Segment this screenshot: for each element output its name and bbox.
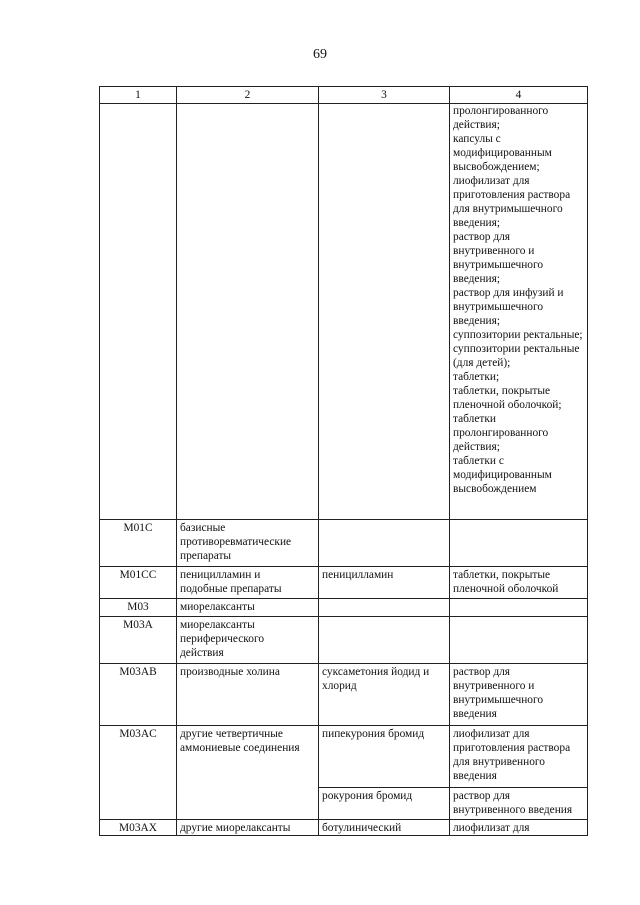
atc-code-cell: M03 [100, 599, 177, 617]
cell-line: базисные [180, 522, 226, 534]
table-row-m03 [100, 599, 588, 617]
column-header-4: 4 [450, 87, 588, 104]
table-header-row [100, 87, 588, 104]
atc-code-cell: M01C [100, 520, 177, 567]
cell-line: для внутривенного [453, 756, 545, 768]
cell-line: пленочной оболочкой; [453, 399, 562, 411]
cell-line: противоревматические [180, 536, 292, 548]
cell-line: действия; [453, 119, 500, 131]
cell-line: приготовления раствора [453, 742, 571, 754]
cell-line: раствор для [453, 231, 511, 243]
cell-line: таблетки с [453, 455, 504, 467]
dosage-forms-cell [450, 520, 588, 567]
cell-line: раствор для [453, 666, 511, 678]
group-cell [177, 726, 319, 820]
page-number: 69 [313, 47, 327, 62]
dosage-forms-cell [450, 599, 588, 617]
drug-cell [319, 617, 450, 664]
table-row-continuation [100, 104, 588, 520]
column-header-2: 2 [177, 87, 319, 104]
cell-line: препараты [180, 550, 232, 562]
cell-line: ботулинический [322, 822, 402, 834]
table-row-m03ac [100, 726, 588, 788]
drug-cell [319, 104, 450, 520]
cell-line: периферического [180, 633, 265, 645]
drug-cell [319, 664, 450, 726]
cell-line: раствор для [453, 790, 511, 802]
atc-code-cell: M03AC [100, 726, 177, 820]
group-cell [177, 820, 319, 836]
group-cell [177, 520, 319, 567]
cell-line: модифицированным [453, 147, 552, 159]
drug-cell [319, 788, 450, 820]
cell-line: высвобождением; [453, 161, 540, 173]
cell-line: действия; [453, 441, 500, 453]
cell-line: лиофилизат для [453, 175, 530, 187]
dosage-forms-cell [450, 664, 588, 726]
cell-line: хлорид [322, 680, 357, 692]
cell-line: введения [453, 770, 497, 782]
cell-line: рокурония бромид [322, 790, 413, 802]
cell-line: лиофилизат для [453, 822, 530, 834]
dosage-forms-cell [450, 788, 588, 820]
cell-line: высвобождением [453, 483, 537, 495]
drug-cell [319, 599, 450, 617]
cell-line: внутримышечного [453, 694, 544, 706]
cell-line: пеницилламин и [180, 569, 261, 581]
dosage-forms-cell [450, 726, 588, 788]
cell-line: лиофилизат для [453, 728, 530, 740]
cell-line: таблетки [453, 413, 497, 425]
cell-line: миорелаксанты [180, 619, 255, 631]
cell-line: миорелаксанты [180, 601, 255, 613]
atc-code-cell: M01CC [100, 567, 177, 599]
group-cell [177, 617, 319, 664]
cell-line: приготовления раствора [453, 189, 571, 201]
cell-line: введения; [453, 217, 501, 229]
cell-line: модифицированным [453, 469, 552, 481]
cell-line: таблетки; [453, 371, 500, 383]
column-header-1: 1 [100, 87, 177, 104]
table-row-m03ab [100, 664, 588, 726]
table-row-m01c [100, 520, 588, 567]
cell-line: таблетки, покрытые [453, 569, 551, 581]
cell-line: аммониевые соединения [180, 742, 300, 754]
dosage-forms-cell [450, 104, 588, 520]
cell-line: введения; [453, 273, 501, 285]
table-row-m03a [100, 617, 588, 664]
atc-code-cell: M03AB [100, 664, 177, 726]
drug-cell [319, 567, 450, 599]
atc-code-cell: M03A [100, 617, 177, 664]
table-row-m03ax [100, 820, 588, 836]
cell-line: таблетки, покрытые [453, 385, 551, 397]
table-row-m01cc [100, 567, 588, 599]
cell-line: суппозитории ректальные [453, 343, 580, 355]
drug-cell [319, 726, 450, 788]
group-cell [177, 599, 319, 617]
cell-line: суксаметония йодид и [322, 666, 430, 678]
cell-line: внутримышечного [453, 301, 544, 313]
drug-cell [319, 520, 450, 567]
drug-table [99, 86, 588, 836]
cell-line: производные холина [180, 666, 280, 678]
cell-line: суппозитории ректальные; [453, 329, 583, 341]
cell-line: (для детей); [453, 357, 511, 369]
cell-line: подобные препараты [180, 583, 282, 595]
group-cell [177, 567, 319, 599]
cell-line: внутримышечного [453, 259, 544, 271]
group-cell [177, 104, 319, 520]
cell-line: действия [180, 647, 224, 659]
cell-line: капсулы с [453, 133, 501, 145]
cell-line: внутривенного введения [453, 804, 573, 816]
cell-line: пеницилламин [322, 569, 394, 581]
cell-line: для внутримышечного [453, 203, 563, 215]
dosage-forms-cell [450, 567, 588, 599]
cell-line: введения [453, 708, 497, 720]
atc-code-cell: M03AX [100, 820, 177, 836]
dosage-forms-cell [450, 617, 588, 664]
dosage-forms-cell [450, 820, 588, 836]
cell-line: другие четвертичные [180, 728, 283, 740]
drug-cell [319, 820, 450, 836]
group-cell [177, 664, 319, 726]
cell-line: введения; [453, 315, 501, 327]
cell-line: внутривенного и [453, 680, 535, 692]
atc-code-cell [100, 104, 177, 520]
cell-line: пленочной оболочкой [453, 583, 559, 595]
cell-line: другие миорелаксанты [180, 822, 291, 834]
cell-line: пипекурония бромид [322, 728, 425, 740]
column-header-3: 3 [319, 87, 450, 104]
cell-line: внутривенного и [453, 245, 535, 257]
cell-line: пролонгированного [453, 427, 549, 439]
cell-line: пролонгированного [453, 105, 549, 117]
cell-line: раствор для инфузий и [453, 287, 564, 299]
